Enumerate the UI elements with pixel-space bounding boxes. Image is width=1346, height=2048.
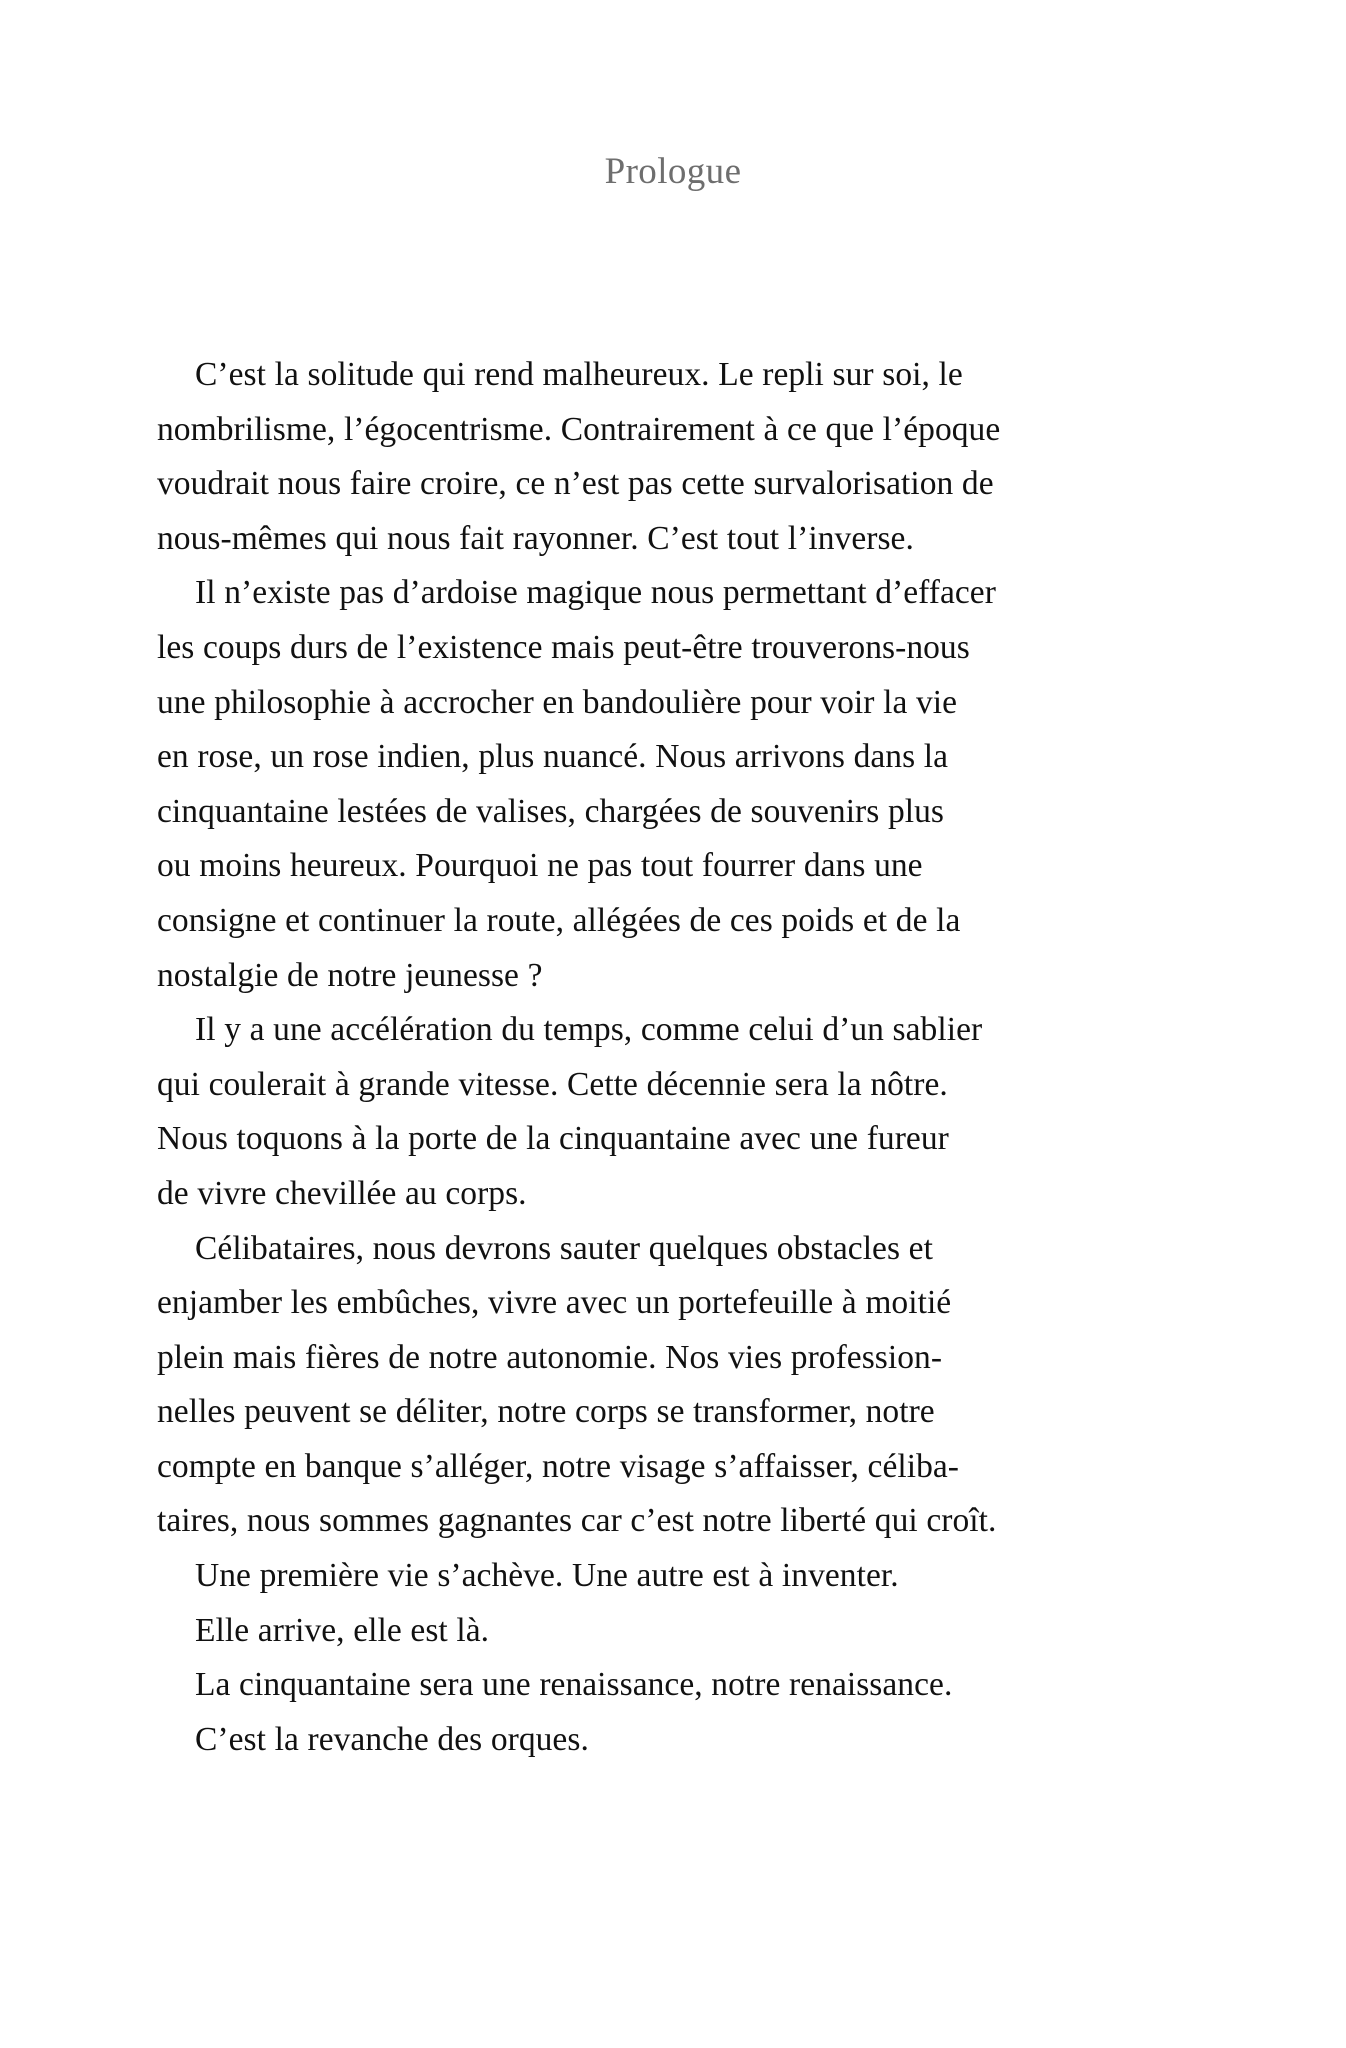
paragraph [157, 1604, 1139, 1659]
text-line: de vivre chevillée au corps. [157, 1174, 527, 1212]
page-title: Prologue [604, 151, 742, 192]
text-line: Il n’existe pas d’ardoise magique nous permettant d’effacer [195, 574, 996, 612]
text-line: La cinquantaine sera une renaissance, notre renaissance. [195, 1666, 953, 1704]
text-line: nelles peuvent se déliter, notre corps se transformer, notre [157, 1393, 935, 1431]
text-line: C’est la revanche des orques. [195, 1720, 589, 1758]
text-line: C’est la solitude qui rend malheureux. Le repli sur soi, le [195, 356, 963, 393]
text-line: Une première vie s’achève. Une autre est à inventer. [195, 1557, 899, 1595]
text-line: nous-mêmes qui nous fait rayonner. C’est tout l’inverse. [157, 519, 914, 557]
body-text-block [157, 348, 1139, 1767]
text-line: une philosophie à accrocher en bandoulière pour voir la vie [157, 683, 958, 721]
text-line: ou moins heureux. Pourquoi ne pas tout fourrer dans une [157, 847, 923, 885]
text-line: nombrilisme, l’égocentrisme. Contrairement à ce que l’époque [157, 410, 1001, 448]
paragraph [157, 1222, 1139, 1550]
paragraph [157, 1658, 1139, 1713]
text-line: Il y a une accélération du temps, comme celui d’un sablier [195, 1011, 983, 1049]
paragraph [157, 566, 1139, 1003]
text-line: taires, nous sommes gagnantes car c’est notre liberté qui croît. [157, 1502, 997, 1540]
text-line: les coups durs de l’existence mais peut-être trouverons-nous [157, 628, 970, 666]
text-line: enjamber les embûches, vivre avec un portefeuille à moitié [157, 1284, 952, 1322]
paragraph [157, 1003, 1139, 1221]
text-line: consigne et continuer la route, allégées de ces poids et de la [157, 901, 961, 939]
paragraph [157, 348, 1139, 566]
paragraph [157, 1713, 1139, 1768]
text-line: Célibataires, nous devrons sauter quelques obstacles et [195, 1229, 933, 1267]
text-line: voudrait nous faire croire, ce n’est pas cette survalorisation de [157, 465, 994, 503]
text-line: qui coulerait à grande vitesse. Cette décennie sera la nôtre. [157, 1065, 948, 1103]
text-line: en rose, un rose indien, plus nuancé. Nous arrivons dans la [157, 738, 949, 776]
text-line: Elle arrive, elle est là. [195, 1611, 490, 1649]
text-line: Nous toquons à la porte de la cinquantaine avec une fureur [157, 1120, 949, 1158]
paragraph [157, 1549, 1139, 1604]
text-line: cinquantaine lestées de valises, chargées de souvenirs plus [157, 792, 945, 830]
text-line: compte en banque s’alléger, notre visage s’affaisser, céliba- [157, 1447, 960, 1485]
text-line: plein mais fières de notre autonomie. Nos vies profession- [157, 1338, 943, 1376]
text-line: nostalgie de notre jeunesse ? [157, 956, 543, 994]
